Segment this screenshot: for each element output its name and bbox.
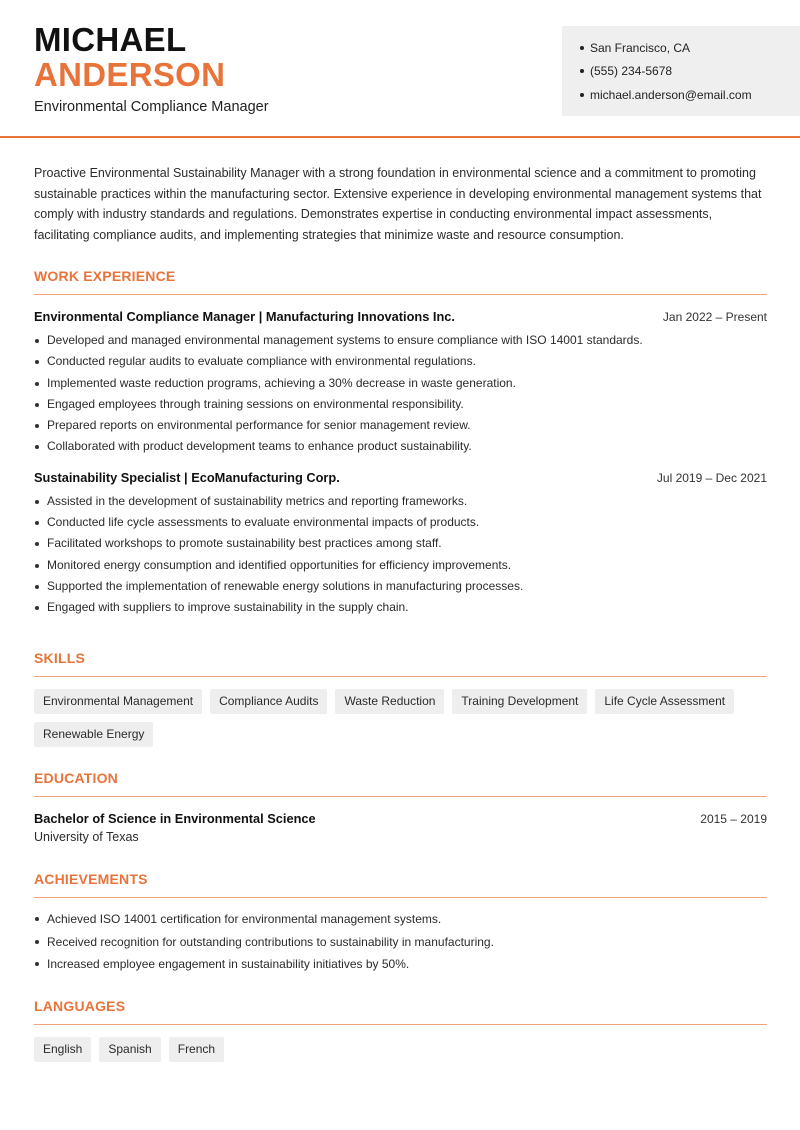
- skill-tag: Training Development: [452, 689, 587, 714]
- last-name: ANDERSON: [34, 56, 226, 93]
- list-item: Collaborated with product development teams to enhance product sustainability.: [34, 436, 767, 457]
- list-item: Conducted regular audits to evaluate compliance with environmental regulations.: [34, 351, 767, 372]
- list-item: Increased employee engagement in sustainability initiatives by 50%.: [34, 953, 767, 976]
- bullet-icon: [580, 93, 584, 97]
- contact-box: [562, 26, 800, 116]
- list-item: Engaged with suppliers to improve sustainability in the supply chain.: [34, 597, 767, 618]
- list-item: Monitored energy consumption and identified opportunities for efficiency improvements.: [34, 555, 767, 576]
- languages-section: [34, 998, 767, 1062]
- candidate-name: [34, 22, 225, 92]
- phone-text: (555) 234-5678: [590, 64, 673, 79]
- resume-header: [0, 0, 800, 138]
- list-item: Supported the implementation of renewable energy solutions in manufacturing processes.: [34, 576, 767, 597]
- list-item: Achieved ISO 14001 certification for environmental management systems.: [34, 908, 767, 931]
- skill-tag: Compliance Audits: [210, 689, 327, 714]
- skill-tag: Waste Reduction: [335, 689, 444, 714]
- skill-tag: Renewable Energy: [34, 722, 153, 747]
- section-title-skills: SKILLS: [34, 650, 767, 677]
- list-item: Received recognition for outstanding contributions to sustainability in manufacturing.: [34, 931, 767, 954]
- section-title-education: EDUCATION: [34, 770, 767, 797]
- contact-email: [580, 83, 800, 107]
- list-item: Conducted life cycle assessments to evaluate environmental impacts of products.: [34, 512, 767, 533]
- bullet-icon: [580, 69, 584, 73]
- section-title-languages: LANGUAGES: [34, 998, 767, 1025]
- languages-list: [34, 1037, 767, 1062]
- list-item: Implemented waste reduction programs, achieving a 30% decrease in waste generation.: [34, 373, 767, 394]
- job-bullets: [34, 491, 767, 619]
- language-tag: English: [34, 1037, 91, 1062]
- professional-summary: Proactive Environmental Sustainability Manager with a strong foundation in environmental science and a commitment to promoting sustainable practices within the manufacturing sector. Extensive experience in developing environmental management systems that comply with industry standards and regulations. Demonstrates expertise in conducting environmental impact assessments, facilitating compliance audits, and implementing strategies that minimize waste and resource consumption.: [34, 166, 762, 243]
- work-experience-section: [34, 268, 767, 619]
- language-tag: French: [169, 1037, 224, 1062]
- bullet-icon: [580, 46, 584, 50]
- list-item: Engaged employees through training sessions on environmental responsibility.: [34, 394, 767, 415]
- job-entry: [34, 309, 767, 458]
- job-title: Environmental Compliance Manager: [34, 99, 269, 115]
- education-section: [34, 770, 767, 844]
- job-bullets: [34, 330, 767, 458]
- section-title-work: WORK EXPERIENCE: [34, 268, 767, 295]
- first-name: MICHAEL: [34, 21, 187, 58]
- achievements-list: [34, 908, 767, 976]
- section-title-achievements: ACHIEVEMENTS: [34, 871, 767, 898]
- skill-tag: Environmental Management: [34, 689, 202, 714]
- job-title-company: Sustainability Specialist | EcoManufacturing Corp.: [34, 469, 340, 485]
- language-tag: Spanish: [99, 1037, 160, 1062]
- job-dates: Jan 2022 – Present: [662, 310, 767, 324]
- list-item: Prepared reports on environmental performance for senior management review.: [34, 415, 767, 436]
- list-item: Developed and managed environmental management systems to ensure compliance with ISO 14001 standards.: [34, 330, 767, 351]
- job-dates: Jul 2019 – Dec 2021: [656, 470, 767, 485]
- achievements-section: [34, 871, 767, 976]
- skills-list: [34, 689, 767, 747]
- job-title-company: Environmental Compliance Manager | Manufacturing Innovations Inc.: [34, 309, 455, 324]
- degree-title: Bachelor of Science in Environmental Science: [34, 811, 316, 826]
- job-entry: [34, 470, 767, 619]
- education-dates: 2015 – 2019: [700, 812, 767, 826]
- list-item: Facilitated workshops to promote sustainability best practices among staff.: [34, 533, 767, 554]
- school-name: University of Texas: [34, 830, 139, 844]
- list-item: Assisted in the development of sustainability metrics and reporting frameworks.: [34, 491, 767, 512]
- location-text: San Francisco, CA: [590, 40, 691, 55]
- skills-section: [34, 650, 767, 747]
- email-text: michael.anderson@email.com: [590, 87, 752, 102]
- skill-tag: Life Cycle Assessment: [595, 689, 734, 714]
- contact-location: [580, 36, 800, 60]
- contact-phone: [580, 60, 800, 84]
